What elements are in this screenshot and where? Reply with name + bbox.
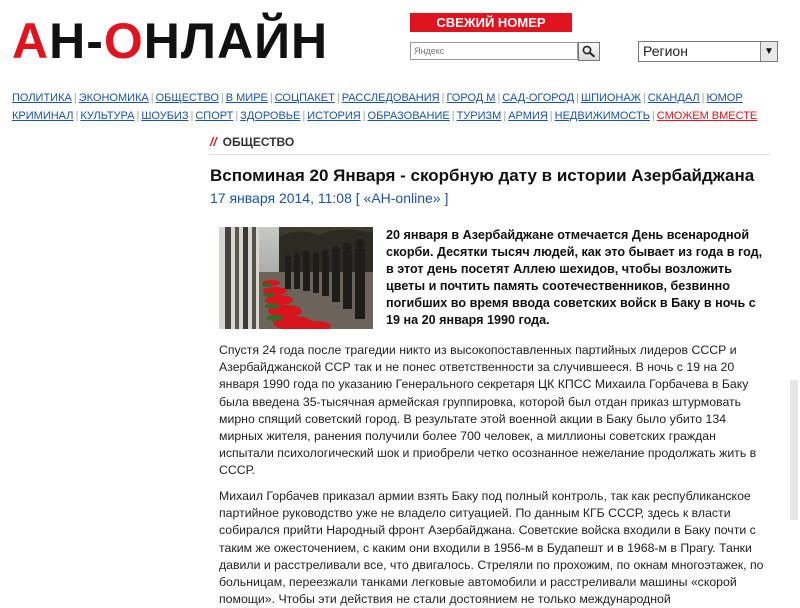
nav-separator: | bbox=[362, 110, 366, 122]
section-label bbox=[210, 135, 294, 149]
search-button[interactable] bbox=[578, 42, 600, 61]
nav-link[interactable]: СМОЖЕМ ВМЕСТЕ bbox=[656, 110, 758, 122]
section-slashes: // bbox=[210, 135, 217, 149]
logo-text-part: НЛАЙН bbox=[143, 13, 329, 69]
nav-link[interactable]: В МИРЕ bbox=[225, 92, 268, 104]
nav-link[interactable]: ШОУБИЗ bbox=[141, 110, 189, 122]
nav-link[interactable]: ИСТОРИЯ bbox=[307, 110, 361, 122]
nav-link[interactable]: ЗДОРОВЬЕ bbox=[240, 110, 301, 122]
nav-separator: | bbox=[497, 92, 501, 104]
nav-separator: | bbox=[235, 110, 239, 122]
logo-letter-a: А bbox=[12, 13, 50, 69]
nav-link[interactable]: ШПИОНАЖ bbox=[580, 92, 641, 104]
section-name: ОБЩЕСТВО bbox=[222, 135, 295, 149]
nav-link[interactable]: САД-ОГОРОД bbox=[502, 92, 575, 104]
nav-link[interactable]: ГОРОД М bbox=[446, 92, 496, 104]
nav-separator: | bbox=[75, 110, 79, 122]
nav-link[interactable]: НЕДВИЖИМОСТЬ bbox=[554, 110, 650, 122]
nav-separator: | bbox=[441, 92, 445, 104]
logo-letter-o: О bbox=[103, 13, 144, 69]
nav-link[interactable]: СПОРТ bbox=[195, 110, 234, 122]
nav-link[interactable]: ЭКОНОМИКА bbox=[78, 92, 149, 104]
section-divider bbox=[210, 154, 770, 155]
nav-link[interactable]: ЮМОР bbox=[706, 92, 743, 104]
nav-link[interactable]: СКАНДАЛ bbox=[647, 92, 700, 104]
nav-link[interactable]: РАССЛЕДОВАНИЯ bbox=[341, 92, 440, 104]
nav-link[interactable]: ТУРИЗМ bbox=[456, 110, 502, 122]
search-input[interactable] bbox=[410, 42, 578, 60]
nav-separator: | bbox=[136, 110, 140, 122]
nav-separator: | bbox=[336, 92, 340, 104]
nav-separator: | bbox=[642, 92, 646, 104]
site-logo[interactable] bbox=[12, 12, 328, 70]
nav-separator: | bbox=[73, 92, 77, 104]
article-date[interactable]: 17 января 2014, 11:08 [ «АН-online» ] bbox=[210, 190, 449, 206]
nav-link[interactable]: ОБРАЗОВАНИЕ bbox=[367, 110, 450, 122]
nav-separator: | bbox=[302, 110, 306, 122]
nav-link[interactable]: ОБЩЕСТВО bbox=[155, 92, 219, 104]
article-title: Вспоминая 20 Января - скорбную дату в истории Азербайджана bbox=[210, 166, 755, 185]
page-scrollbar[interactable] bbox=[790, 380, 798, 520]
article-paragraph: Спустя 24 года после трагедии никто из высокопоставленных партийных лидеров СССР и Азербайджанской ССР так и не понес ответственности за случившееся. В ночь с 19 на 20 января 1990 года по указанию Генерального секретаря ЦК КПСС Михаила Горбачева в Баку была введена 35-тысячная армейская группировка, которой был отдан приказ штурмовать мирно спящий советский город. В результате этой военной акции в Баку было убито 134 мирных жителя, ранения получили более 700 человек, а миллионы советских граждан испытали психологический шок и приобрели четко осознанное нежелание продолжать жить в СССР. bbox=[219, 343, 757, 478]
logo-text-part: Н- bbox=[49, 13, 104, 69]
nav-row-2 bbox=[12, 110, 757, 122]
article-paragraph: Михаил Горбачев приказал армии взять Баку под полный контроль, так как республиканское партийное руководство уже не владело ситуацией. По данным КГБ СССР, здесь к власти собирался прийти Народный фронт Азербайджана. Советские войска входили в Баку почти с таким же ожесточением, с каким они входили в 1956-м в Будапешт и в 1968-м в Прагу. Танки давили и расстреливали все, что двигалось. Стреляли по прохожим, по окнам многоэтажек, по больницам, переезжали танками легковые автомобили и расстреливали машины «скорой помощи». Чтобы эти действия не стали достоянием не только международной bbox=[219, 489, 764, 607]
nav-link[interactable]: СОЦПАКЕТ bbox=[274, 92, 335, 104]
nav-separator: | bbox=[651, 110, 655, 122]
nav-separator: | bbox=[503, 110, 507, 122]
region-select-value: Регион bbox=[643, 43, 688, 59]
fresh-issue-button[interactable]: СВЕЖИЙ НОМЕР bbox=[410, 13, 572, 32]
nav-separator: | bbox=[190, 110, 194, 122]
nav-link[interactable]: ПОЛИТИКА bbox=[12, 92, 72, 104]
nav-separator: | bbox=[150, 92, 154, 104]
nav-separator: | bbox=[451, 110, 455, 122]
memorial-photo bbox=[219, 227, 373, 329]
nav-separator: | bbox=[220, 92, 224, 104]
nav-separator: | bbox=[549, 110, 553, 122]
nav-link[interactable]: КРИМИНАЛ bbox=[12, 110, 74, 122]
article-lead: 20 января в Азербайджане отмечается День всенародной скорби. Десятки тысяч людей, как это бывает из года в год, в этот день посетят Аллею шехидов, чтобы возложить цветы и почтить память соотечественников, безвинно погибших во время ввода советских войск в Баку в ночь с 19 на 20 января 1990 года. bbox=[386, 228, 763, 327]
magnifier-icon bbox=[582, 45, 596, 58]
nav-row-1 bbox=[12, 92, 743, 104]
nav-separator: | bbox=[269, 92, 273, 104]
article-photo bbox=[219, 227, 373, 329]
chevron-down-icon[interactable]: ▼ bbox=[760, 42, 777, 61]
nav-link[interactable]: КУЛЬТУРА bbox=[80, 110, 135, 122]
nav-separator: | bbox=[576, 92, 579, 104]
region-select[interactable] bbox=[638, 41, 778, 62]
nav-separator: | bbox=[701, 92, 705, 104]
nav-link[interactable]: АРМИЯ bbox=[508, 110, 548, 122]
